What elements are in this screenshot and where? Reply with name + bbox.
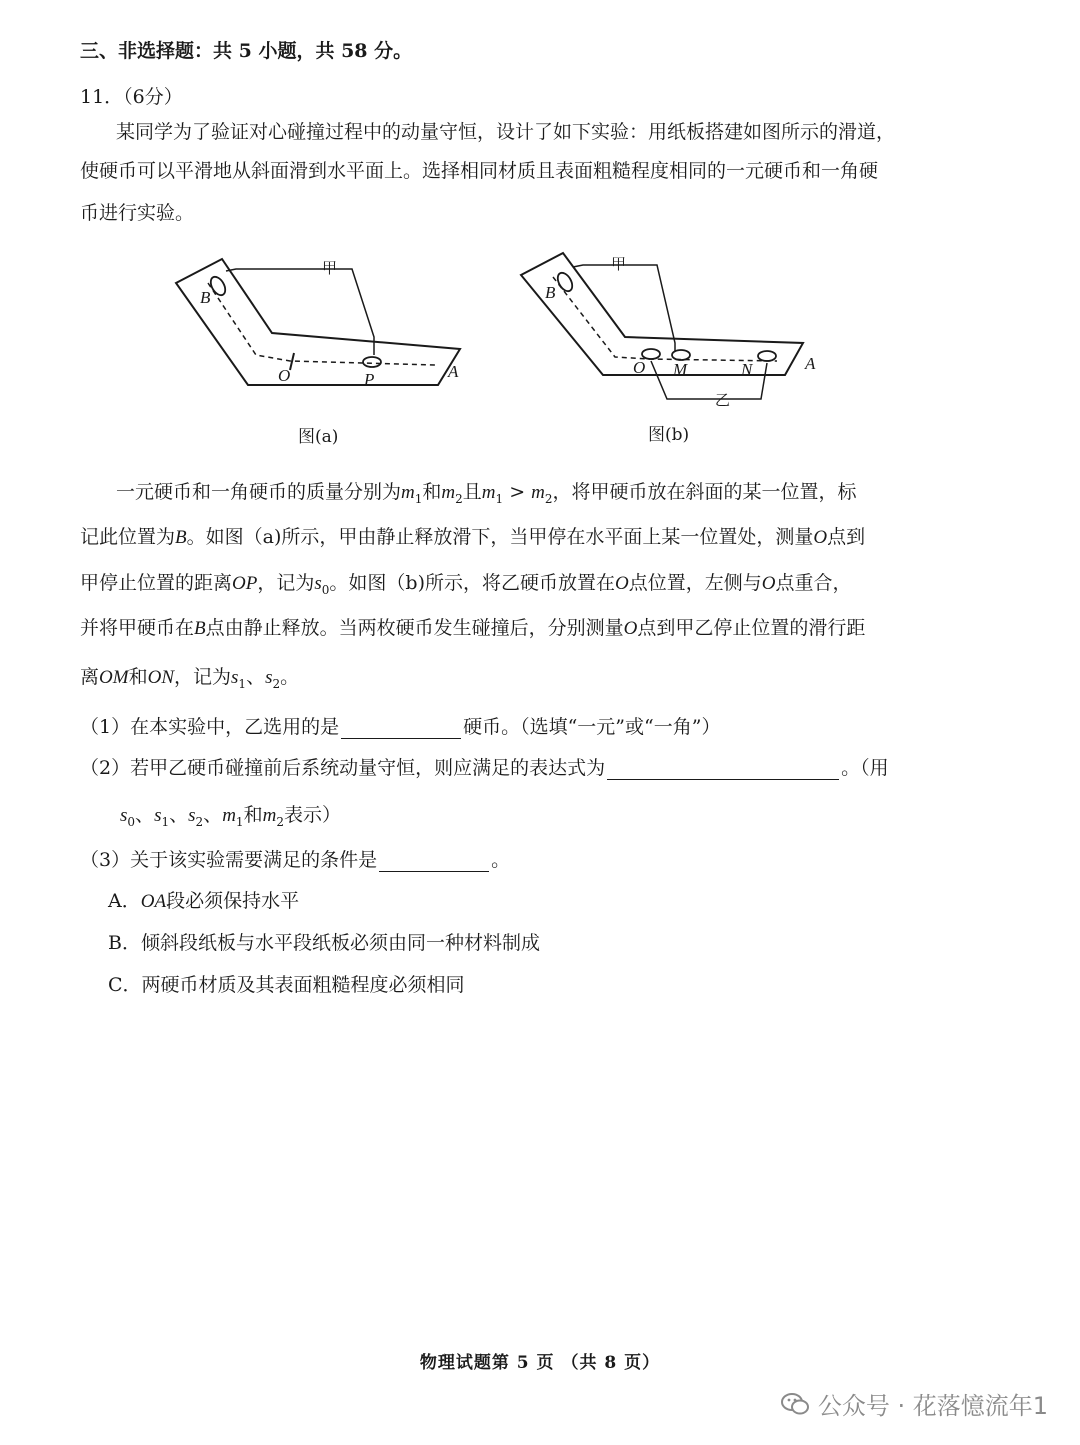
label-jia-b: 甲: [611, 255, 627, 273]
answer-blank-3[interactable]: [379, 851, 489, 872]
figure-a: [160, 245, 480, 405]
option-b[interactable]: B．倾斜段纸板与水平段纸板必须由同一种材料制成: [108, 932, 540, 954]
intro-line-2: 使硬币可以平滑地从斜面滑到水平面上。选择相同材质且表面粗糙程度相同的一元硬币和一角硬: [80, 160, 879, 182]
label-O-a: O: [278, 366, 291, 385]
option-c[interactable]: C．两硬币材质及其表面粗糙程度必须相同: [108, 974, 465, 996]
body-line-4: 并将甲硬币在B点由静止释放。当两枚硬币发生碰撞后，分别测量O点到甲乙停止位置的滑行距: [80, 617, 866, 639]
watermark-text: 公众号 · 花落憶流年1: [817, 1392, 1048, 1420]
label-O-b: O: [633, 358, 646, 377]
option-a[interactable]: A．OA段必须保持水平: [108, 890, 300, 912]
label-A-b: A: [805, 354, 816, 373]
answer-blank-1[interactable]: [341, 718, 461, 739]
intro-line-3: 币进行实验。: [80, 202, 195, 224]
body-line-5: 离OM和ON，记为$s_1$、$s_2$。: [80, 666, 300, 691]
label-A-a: A: [448, 362, 459, 381]
figure-b: [515, 245, 835, 410]
sub-question-1: （1）在本实验中，乙选用的是 硬币。（选填“一元”或“一角”）: [80, 716, 721, 738]
answer-blank-2[interactable]: [607, 759, 839, 780]
intro-line-1: 某同学为了验证对心碰撞过程中的动量守恒，设计了如下实验：用纸板搭建如图所示的滑道，: [116, 121, 896, 143]
figure-a-caption: 图(a): [298, 427, 339, 447]
label-N-b: N: [741, 360, 753, 379]
watermark: [780, 1386, 1048, 1421]
figure-a-diagram: [160, 245, 480, 405]
sub-question-2-vars: $s_0$、$s_1$、$s_2$、$m_1$和$m_2$表示）: [120, 804, 341, 829]
body-line-1: 一元硬币和一角硬币的质量分别为$m_1$和$m_2$且$m_1 > m_2$，将甲硬币放在斜面的某一位置，标: [116, 481, 857, 506]
figure-b-caption: 图(b): [648, 425, 690, 445]
section-heading: 三、非选择题：共 5 小题，共 58 分。: [80, 40, 413, 62]
label-B-b: B: [545, 283, 556, 302]
page-footer: 物理试题第 5 页 （共 8 页）: [419, 1353, 661, 1373]
body-line-2: 记此位置为B。如图（a)所示，甲由静止释放滑下，当甲停在水平面上某一位置处，测量O点到: [80, 526, 866, 548]
label-yi-b: 乙: [715, 391, 731, 409]
question-number: 11．（6分）: [80, 86, 183, 108]
wechat-icon: [780, 1391, 810, 1417]
sub-question-3: （3）关于该实验需要满足的条件是 。: [80, 849, 511, 871]
label-M-b: M: [673, 360, 688, 379]
label-P-a: P: [364, 370, 375, 389]
body-line-3: 甲停止位置的距离OP，记为$s_0$。如图（b)所示，将乙硬币放置在O点位置，左侧与O点重合，: [80, 572, 852, 597]
figure-b-diagram: [515, 245, 835, 410]
label-jia-a: 甲: [322, 259, 338, 277]
sub-question-2: （2）若甲乙硬币碰撞前后系统动量守恒，则应满足的表达式为 。（用: [80, 757, 889, 779]
label-B-a: B: [200, 288, 211, 307]
